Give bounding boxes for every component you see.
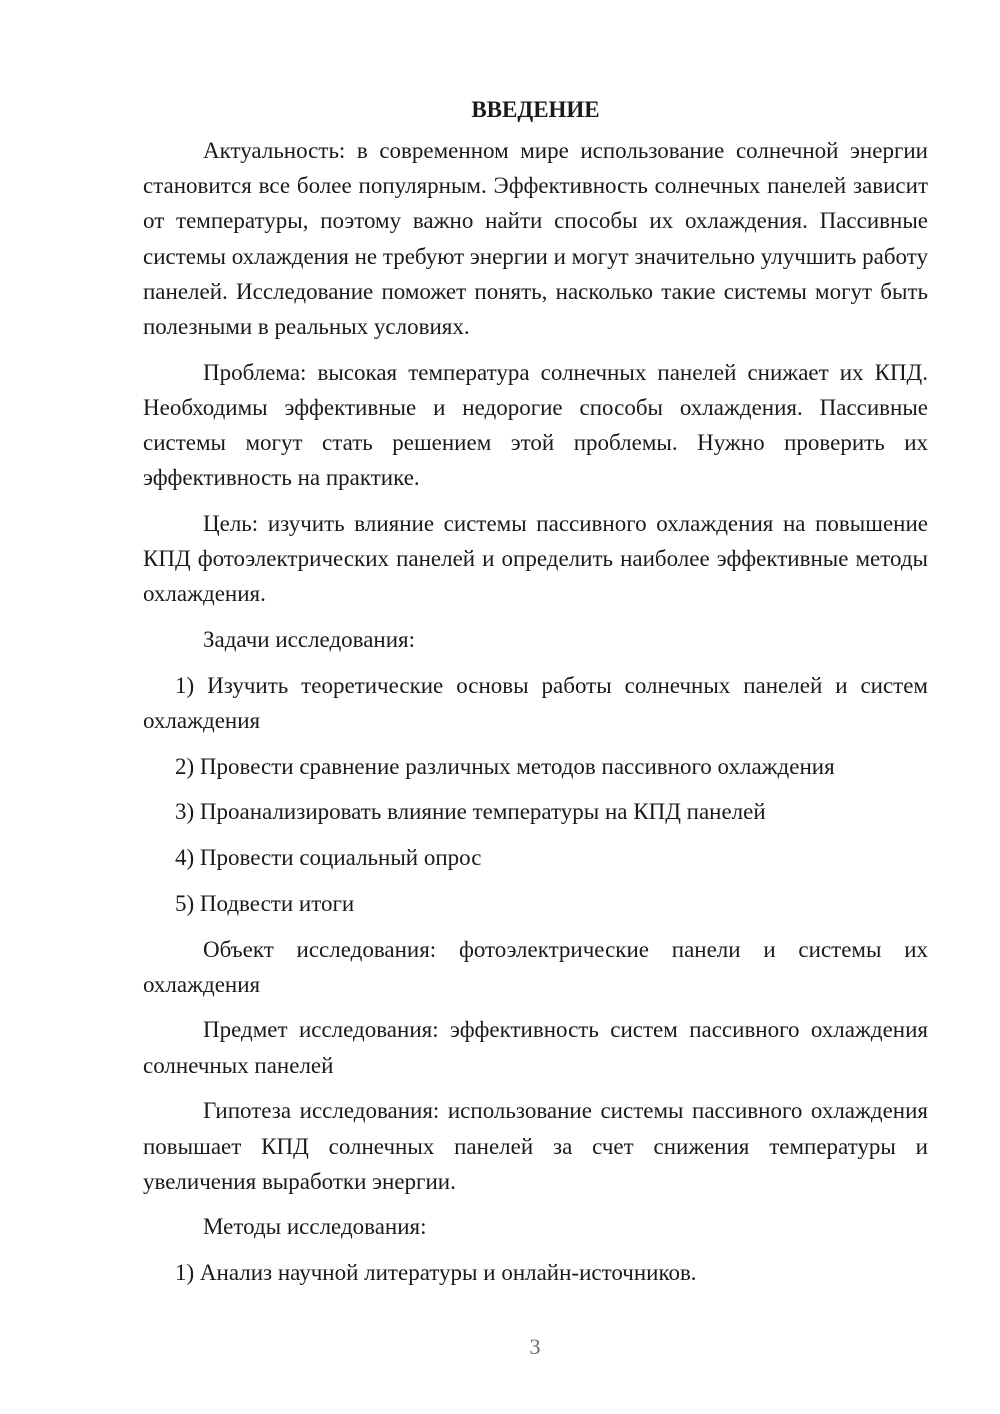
task-item-4: 4) Провести социальный опрос <box>175 845 482 871</box>
relevance-paragraph: Актуальность: в современном мире использование солнечной энергии становится все более популярным. Эффективность солнечных панелей зависит от температуры, поэтому важно найти способы их охлаждения. Пассивные системы охлаждения не требуют энергии и могут значительно улучшить работу панелей. Исследование поможет понять, насколько такие системы могут быть полезными в реальных условиях. <box>143 138 928 340</box>
hypothesis-paragraph: Гипотеза исследования: использование системы пассивного охлаждения повышает КПД солнечных панелей за счет снижения температуры и увеличения выработки энергии. <box>143 1098 928 1194</box>
task-item-2: 2) Провести сравнение различных методов пассивного охлаждения <box>175 753 835 779</box>
page-number: 3 <box>529 1334 541 1359</box>
task-item-5: 5) Подвести итоги <box>175 890 355 916</box>
object-paragraph: Объект исследования: фотоэлектрические панели и системы их охлаждения <box>143 936 928 997</box>
method-item-1: 1) Анализ научной литературы и онлайн-источников. <box>175 1260 697 1286</box>
methods-title: Методы исследования: <box>203 1214 427 1240</box>
task-item-3: 3) Проанализировать влияние температуры на КПД панелей <box>175 799 766 825</box>
subject-paragraph: Предмет исследования: эффективность систем пассивного охлаждения солнечных панелей <box>143 1017 928 1078</box>
section-heading: ВВЕДЕНИЕ <box>471 97 600 122</box>
problem-paragraph: Проблема: высокая температура солнечных панелей снижает их КПД. Необходимы эффективные и недорогие способы охлаждения. Пассивные системы могут стать решением этой проблемы. Нужно проверить их эффективность на практике. <box>143 359 928 491</box>
document-body <box>143 92 928 1301</box>
goal-paragraph: Цель: изучить влияние системы пассивного охлаждения на повышение КПД фотоэлектрических панелей и определить наиболее эффективные методы охлаждения. <box>143 511 928 607</box>
task-item-1: 1) Изучить теоретические основы работы солнечных панелей и систем охлаждения <box>143 672 928 734</box>
tasks-title: Задачи исследования: <box>203 627 416 653</box>
